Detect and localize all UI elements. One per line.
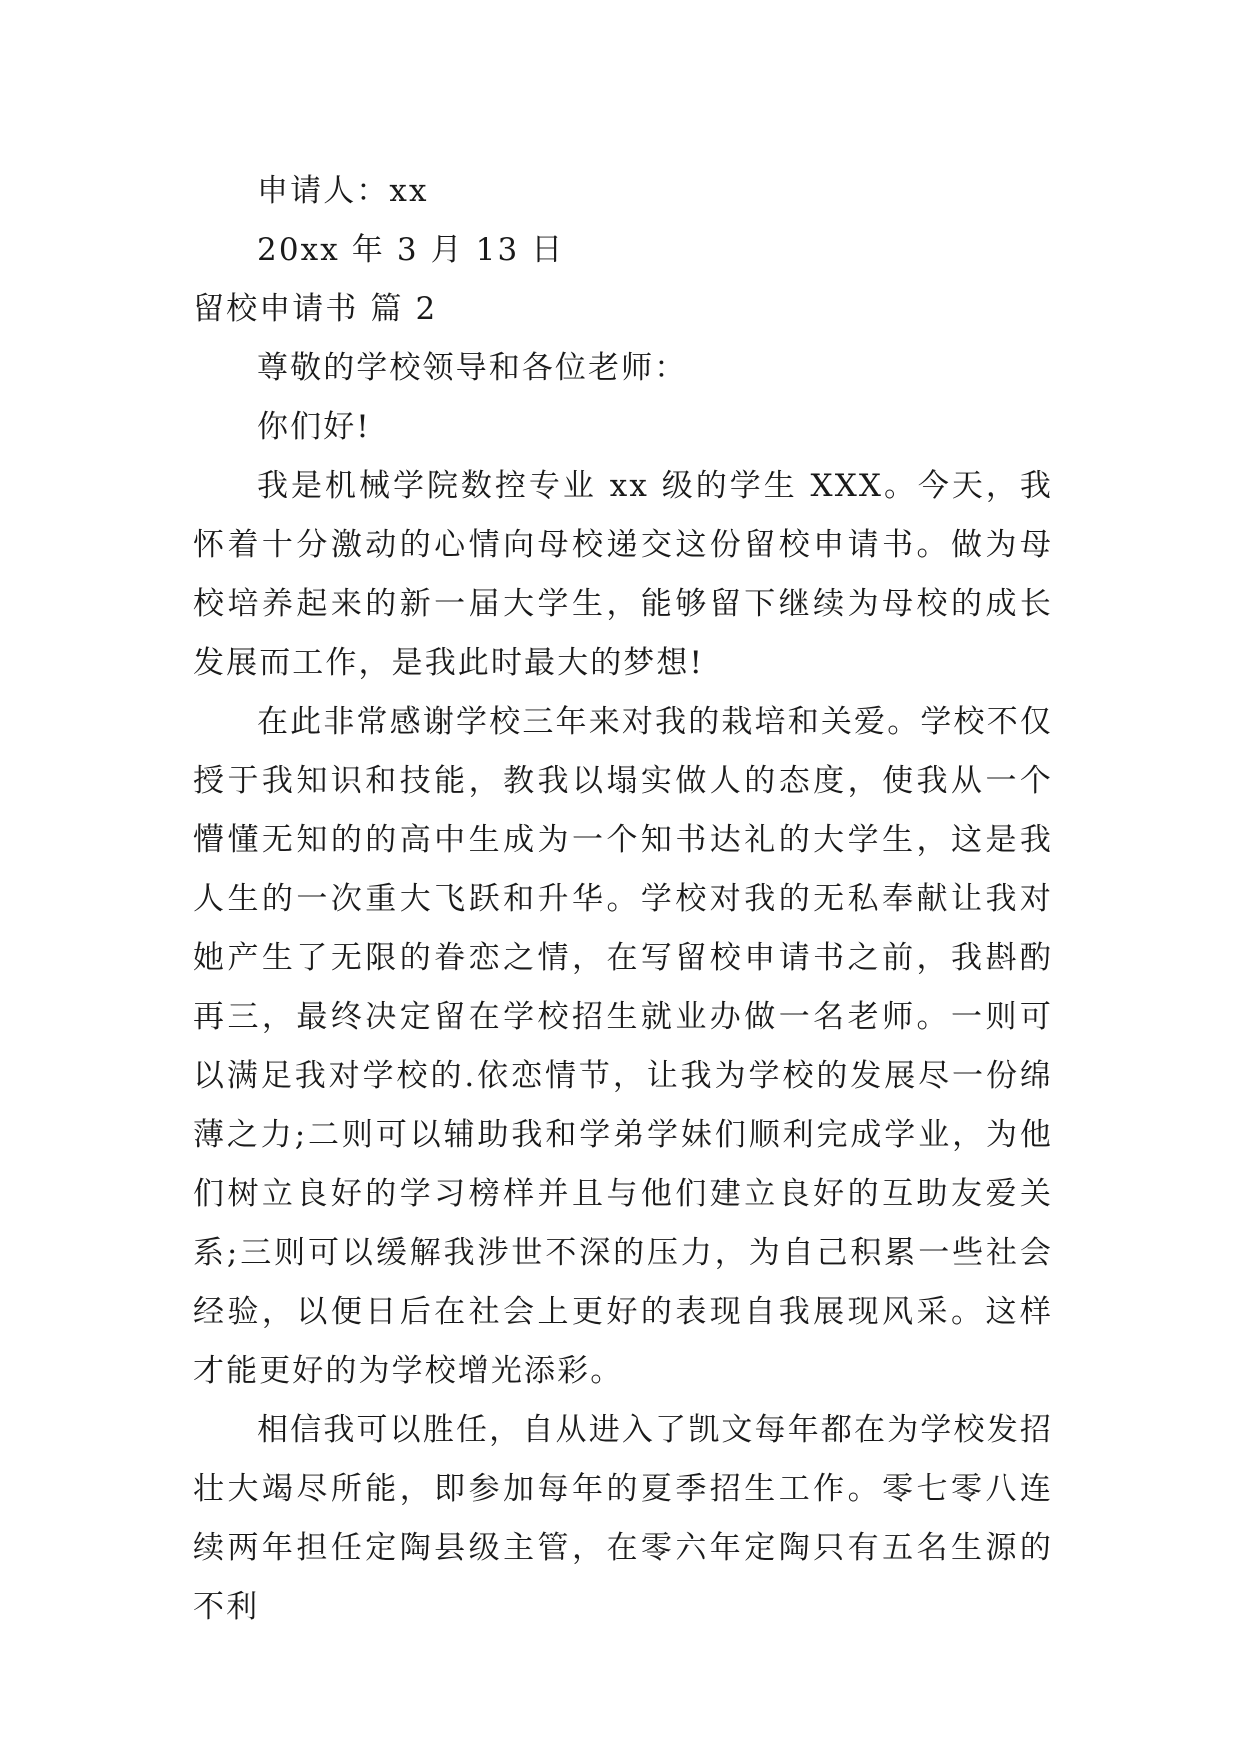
paragraph-gratitude: 在此非常感谢学校三年来对我的栽培和关爱。学校不仅授于我知识和技能，教我以塌实做人的态度，使我从一个懵懂无知的的高中生成为一个知书达礼的大学生，这是我人生的一次重大飞跃和升华。学校对我的无私奉献让我对她产生了无限的眷恋之情，在写留校申请书之前，我斟酌再三，最终决定留在学校招生就业办做一名老师。一则可以满足我对学校的.依恋情节，让我为学校的发展尽一份绵薄之力;二则可以辅助我和学弟学妹们顺利完成学业，为他们树立良好的学习榜样并且与他们建立良好的互助友爱关系;三则可以缓解我涉世不深的压力，为自己积累一些社会经验，以便日后在社会上更好的表现自我展现风采。这样才能更好的为学校增光添彩。 bbox=[193, 704, 1053, 1389]
date-line: 20xx 年 3 月 13 日 bbox=[257, 232, 565, 268]
section-title: 留校申请书 篇 2 bbox=[193, 291, 438, 327]
salutation: 尊敬的学校领导和各位老师： bbox=[257, 350, 688, 386]
paragraph-introduction: 我是机械学院数控专业 xx 级的学生 XXX。今天，我怀着十分激动的心情向母校递交这份留校申请书。做为母校培养起来的新一届大学生，能够留下继续为母校的成长发展而工作，是我此时最大的梦想! bbox=[193, 468, 1053, 681]
applicant-line: 申请人：xx bbox=[257, 173, 429, 209]
greeting: 你们好! bbox=[257, 409, 371, 445]
paragraph-qualification: 相信我可以胜任，自从进入了凯文每年都在为学校发招壮大竭尽所能，即参加每年的夏季招生工作。零七零八连续两年担任定陶县级主管，在零六年定陶只有五名生源的不利 bbox=[193, 1412, 1053, 1625]
document-body bbox=[193, 162, 1053, 1637]
